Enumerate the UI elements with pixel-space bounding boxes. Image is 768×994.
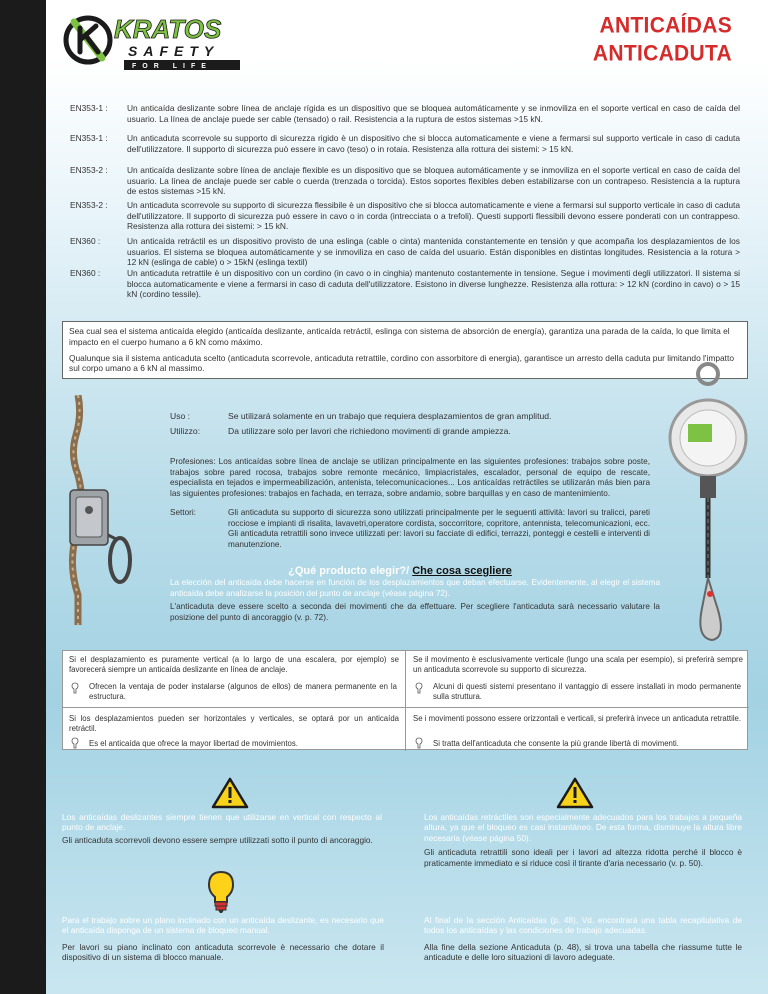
standard-code: EN353-2 : bbox=[70, 165, 108, 175]
table-cell: Ofrecen la ventaja de poder instalarse (algunos de ellos) de manera permanente en la estructura. bbox=[89, 682, 397, 701]
warning-icon bbox=[211, 777, 249, 809]
uso-row bbox=[170, 411, 670, 422]
utilizzo-label: Utilizzo: bbox=[170, 426, 201, 436]
standard-text: Un anticaída retráctil es un dispositivo provisto de una eslinga (cable o cinta) mantenida constantemente en tensión y que acompaña los desplazamientos de los usuarios. El sistema se bloquea automáticamente y se inmoviliza en caso de caída del usuario. Están disponibles en distintas longitudes. Resistencia a la rotura > 12 kN (eslinga de cable) o > 15kN (eslinga textil) bbox=[127, 236, 740, 268]
table-cell: Si tratta dell'anticaduta che consente la più grande libertà di movimenti. bbox=[433, 739, 679, 748]
note-right bbox=[424, 812, 742, 868]
table-divider bbox=[405, 651, 406, 751]
logo-emblem-icon bbox=[66, 18, 110, 62]
standard-item bbox=[70, 200, 740, 232]
uso-text: Se utilizará solamente en un trabajo que requiera desplazamientos de gran amplitud. bbox=[228, 411, 552, 421]
rope-grab-illustration bbox=[60, 395, 140, 625]
title-es: ANTICAÍDAS bbox=[599, 13, 732, 38]
table-cell: Se i movimenti possono essere orizzontali e verticali, si preferirà invece un anticaduta retrattile. bbox=[413, 714, 742, 723]
standard-item bbox=[70, 165, 740, 197]
note-right-it: Gli anticaduta retrattili sono ideali per i lavori ad altezza ridotta perché il blocco è praticamente immediato e si riduce così il tirante d'aria necessario (v. p. 50). bbox=[424, 847, 742, 868]
table-cell: Si el desplazamiento es puramente vertical (a lo largo de una escalera, por ejemplo) se favorecerá siempre un anticaída deslizante en línea de anclaje. bbox=[69, 655, 399, 674]
standard-code: EN353-1 : bbox=[70, 133, 108, 143]
svg-text:SAFETY: SAFETY bbox=[128, 43, 220, 59]
profesiones-text: Profesiones: Los anticaídas sobre línea de anclaje se utilizan principalmente en las siguientes profesiones: trabajos sobre poste, trabajos sobre pared rocosa, trabajos sobre remonte mecánico, limpiacristales, escalador, personal de equipo de rescate, especialista en tejados e impermeabilización, antenista, telecomunicaciones... Los anticaídas retráctiles se utilizarán más bien para las siguientes profesiones: trabajos en fachada, en terraza, sobre andamio, sobre barquillas y en caso de mantenimiento. bbox=[170, 457, 650, 498]
retractable-device-illustration bbox=[666, 358, 750, 648]
warning-icon bbox=[556, 777, 594, 809]
rope-grab-device-icon bbox=[70, 490, 108, 545]
summary-box bbox=[62, 321, 748, 379]
tip-icon bbox=[415, 682, 423, 694]
table-divider bbox=[63, 707, 749, 708]
standard-text: Un anticaduta scorrevole su supporto di sicurezza rigido è un dispositivo che si blocca automaticamente e viene a fermarsi sul supporto verticale in caso di caduta dell'utilizzatore. Il supporto di sicurezza può essere in cavo (teso) o in rotaia. Resistenza alla rottura dei sistemi: > 15 kN. bbox=[127, 133, 740, 154]
tip-icon bbox=[415, 737, 423, 749]
note-left-es: Los anticaídas deslizantes siempre tienen que utilizarse en vertical con respecto al punto de anclaje. bbox=[62, 812, 382, 833]
standard-item bbox=[70, 268, 740, 300]
summary-es: Sea cual sea el sistema anticaída elegido (anticaída deslizante, anticaída retráctil, eslinga con sistema de absorción de energía), garantiza una parada de la caída, lo que limita el impacto en el cuerpo humano a 6 kN como máximo. bbox=[69, 326, 730, 347]
snap-hook-icon bbox=[700, 578, 721, 640]
settori-row bbox=[170, 508, 650, 550]
summary-it: Qualunque sia il sistema anticaduta scelto (anticaduta scorrevole, anticaduta retrattile, cordino con assorbitore di energia), garantisce un arresto della caduta pur limitando l'impatto sul corpo umano a 6 kN al massimo. bbox=[69, 352, 734, 374]
standard-code: EN360 : bbox=[70, 268, 101, 278]
note-bottom-left bbox=[62, 915, 384, 963]
note-bottom-right bbox=[424, 915, 742, 963]
note-bottom-right-es: Al final de la sección Anticaídas (p. 48), Vd. encontrará una tabla recapitulativa de todos los anticaídas y las condiciones de trabajo adecuadas. bbox=[424, 915, 742, 936]
left-sidebar-band bbox=[0, 0, 46, 994]
settori-label: Settori: bbox=[170, 508, 196, 517]
settori-text: Gli anticaduta su supporto di sicurezza sono utilizzati principalmente per le seguenti attività: lavori su tralicci, pareti rocciose e impianti di risalita, lavavetri,operatore cordista, soccorritore, copritore, antennista, telecomunicazioni, ecc. Gli anticaduta retrattili sono invece utilizzati per: lavori su facciate di edifici, terrazzi, ponteggi e cestelli e interventi di manutenzione. bbox=[228, 508, 650, 549]
header bbox=[0, 0, 768, 76]
table-cell: Si los desplazamientos pueden ser horizontales y verticales, se optará por un anticaída retráctil. bbox=[69, 714, 399, 733]
note-left bbox=[62, 812, 382, 845]
standard-item bbox=[70, 133, 740, 154]
standard-text: Un anticaída deslizante sobre línea de anclaje rígida es un dispositivo que se bloquea automáticamente y se inmoviliza en el soporte vertical en caso de caída del usuario. La línea de anclaje puede ser cable (tensado) o rail. Resistencia a la ruptura de estos sistemas >15 kN. bbox=[127, 103, 740, 124]
utilizzo-row bbox=[170, 426, 670, 437]
title-it: ANTICADUTA bbox=[592, 41, 732, 66]
svg-text:KRATOS: KRATOS bbox=[114, 14, 222, 44]
tip-icon bbox=[71, 737, 79, 749]
table-cell: Es el anticaída que ofrece la mayor libertad de movimientos. bbox=[89, 739, 298, 748]
note-bottom-left-es: Para el trabajo sobre un plano inclinado con un anticaída deslizante, es necesario que el anticaída disponga de un sistema de bloqueo manual. bbox=[62, 915, 384, 936]
table-cell: Se il movimento è esclusivamente verticale (lungo una scala per esempio), si preferirà sempre un anticaduta scorrevole su supporto di sicurezza. bbox=[413, 655, 743, 674]
comparison-table bbox=[62, 650, 748, 750]
choose-text-es: La elección del anticaída debe hacerse en función de los desplazamientos que deban efectuarse. Evidentemente, al elegir el sistema anticaída debe analizarse la posición del punto de anclaje (véase página 72). bbox=[170, 578, 660, 598]
note-bottom-right-it: Alla fine della sezione Anticaduta (p. 48), si trova una tabella che riassume tutte le anticadute e delle loro situazioni di lavoro adeguate. bbox=[424, 941, 742, 963]
lightbulb-icon bbox=[206, 870, 236, 914]
standard-code: EN360 : bbox=[70, 236, 101, 246]
utilizzo-text: Da utilizzare solo per lavori che richiedono movimenti di grande ampiezza. bbox=[228, 426, 511, 436]
choose-text-it: L'anticaduta deve essere scelto a seconda dei movimenti che da effettuare. Per scegliere l'anticaduta sarà necessario valutare la posizione del punto di ancoraggio (v. p. 72). bbox=[170, 602, 660, 622]
choose-heading-it: Che cosa scegliere bbox=[412, 565, 512, 577]
kratos-logo bbox=[62, 6, 252, 74]
note-bottom-left-it: Per lavori su piano inclinato con anticaduta scorrevole è necessario che dotare il dispositivo di un sistema di blocco manuale. bbox=[62, 941, 384, 963]
standard-code: EN353-2 : bbox=[70, 200, 108, 210]
standard-text: Un anticaduta scorrevole su supporto di sicurezza flessibile è un dispositivo che si blocca automaticamente e viene a fermarsi sul supporto verticale in caso di caduta dell'utilizzatore. Il supporto di sicurezza può essere in cavo o in corda (intrecciata o a trefoli). Questi supporti flessibili devono essere ponderati con un contrappeso. Resistenza alla rottura dei sistemi: > 15 kN. bbox=[127, 200, 740, 232]
standard-text: Un anticaída deslizante sobre línea de anclaje flexible es un dispositivo que se bloquea automáticamente y se inmoviliza en el soporte vertical en caso de caída del usuario. La línea de anclaje puede ser cable o cuerda (trenzada o torcida). Estos soportes flexibles deben estabilizarse con un contrapeso. Resistencia a la ruptura de estos sistemas >15 kN. bbox=[127, 165, 740, 197]
note-left-it: Gli anticaduta scorrevoli devono essere sempre utilizzati sotto il punto di ancoraggio. bbox=[62, 834, 373, 845]
choose-heading-separator: / bbox=[406, 565, 410, 577]
page-titles bbox=[593, 12, 732, 68]
standard-code: EN353-1 : bbox=[70, 103, 108, 113]
uso-label: Uso : bbox=[170, 411, 191, 421]
note-right-es: Los anticaídas retráctiles son especialmente adecuados para los trabajos a pequeña altura, ya que el bloqueo es casi instantáneo. De esta forma, disminuye la altura libre necesaria (véase página 50). bbox=[424, 812, 742, 843]
standard-text: Un anticaduta retrattile è un dispositivo con un cordino (in cavo o in cinghia) mantenuto costantemente in tensione. Segue i movimenti degli utilizzatori. Il sistema si blocca automaticamente e viene a fermarsi in caso di caduta dell'utilizzatore. Esistono in diverse lunghezze. Resistenza alla rottura: > 12 kN (cordino in cavo) o > 15 kN (cordino tessile). bbox=[127, 268, 740, 300]
choose-heading bbox=[60, 565, 740, 577]
standard-item bbox=[70, 236, 740, 268]
svg-text:FOR LIFE: FOR LIFE bbox=[132, 63, 212, 70]
retractable-device-icon bbox=[670, 364, 746, 498]
tip-icon bbox=[71, 682, 79, 694]
standard-item bbox=[70, 103, 740, 124]
choose-heading-es: ¿Qué producto elegir? bbox=[288, 565, 407, 577]
table-cell: Alcuni di questi sistemi presentano il vantaggio di essere installati in modo permanente sulla struttura. bbox=[433, 682, 741, 701]
